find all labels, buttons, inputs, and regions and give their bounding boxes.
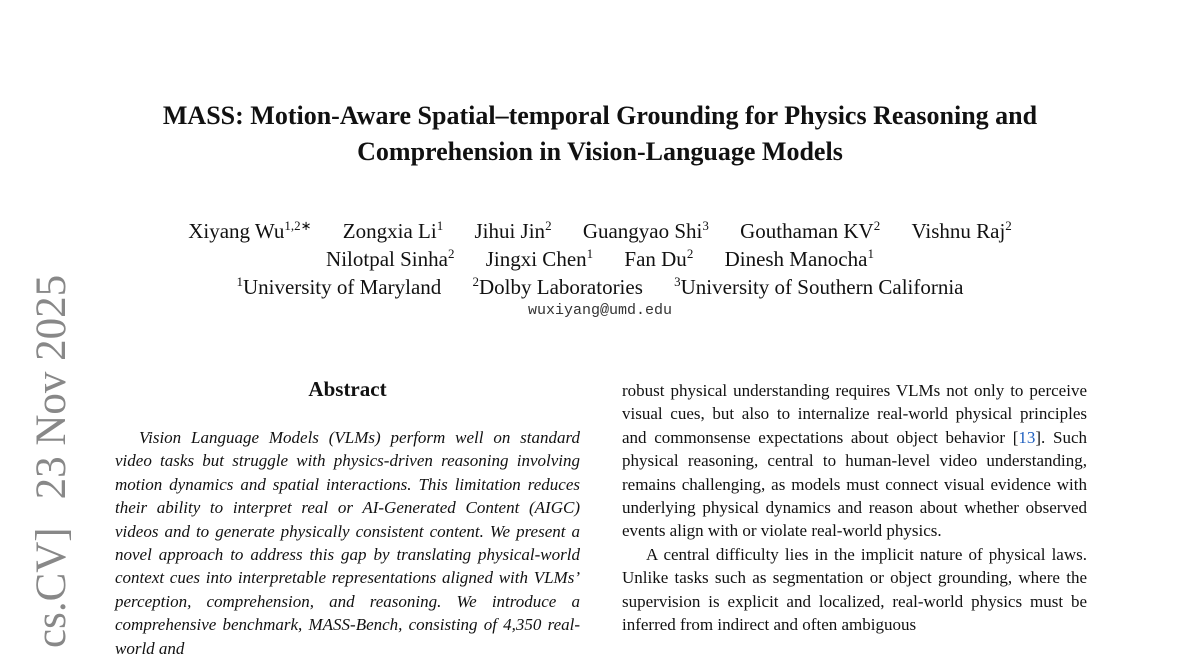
intro-paragraph-2: A central difficulty lies in the implicit nature of physical laws. Unlike tasks such as segmentation or object grounding, where the supervision is explicit and localized, real-world physics must be inferred from indirect and often ambiguous <box>622 544 1087 635</box>
intro-paragraph-1: robust physical understanding requires VLMs not only to perceive visual cues, but also to internalize real-world physical principles and commonsense expectations about object behavior [13]. Such physical reasoning, central to human-level video understanding, remains challenging, as models must connect visual evidence with underlying physical dynamics and reason about whether observed events align with or violate real-world physics. <box>622 381 1087 541</box>
author: Nilotpal Sinha$^2$ <box>326 246 455 271</box>
paper-title-line-1: MASS: Motion-Aware Spatial–temporal Grounding for Physics Reasoning and <box>162 101 1038 130</box>
author: Fan Du$^2$ <box>624 246 694 271</box>
affiliation: $^2$Dolby Laboratories <box>472 274 643 299</box>
author: Jingxi Chen$^1$ <box>485 246 594 271</box>
abstract-heading: Abstract <box>308 377 387 401</box>
paper-title-line-2: Comprehension in Vision-Language Models <box>357 137 843 166</box>
contact-email: wuxiyang@umd.edu <box>527 302 673 319</box>
author: Xiyang $Wu^{1,2∗}$ <box>188 218 312 243</box>
paper-title <box>0 98 1200 170</box>
affiliation: $^3$University of Southern California <box>674 274 964 299</box>
arxiv-sidebar-stamp <box>30 247 74 648</box>
author: Guangyao Shi$^3$ <box>582 218 709 243</box>
abstract-body <box>115 426 580 660</box>
abstract-paragraph: Vision Language Models (VLMs) perform well on standard video tasks but struggle with physics-driven reasoning involving motion dynamics and spatial interactions. This limitation reduces their ability to interpret real or AI-Generated Content (AIGC) videos and to generate physically consistent content. We present a novel approach to address this gap by translating physical-world context cues into interpretable representations aligned with VLMs’ perception, comprehension, and reasoning. We introduce a comprehensive benchmark, MASS-Bench, consisting of 4,350 real-world and <box>115 428 580 658</box>
arxiv-date: 23 Nov 2025 <box>28 274 75 500</box>
arxiv-category: cs.CV] <box>28 527 75 648</box>
author: Zongxia Li$^1$ <box>342 218 444 243</box>
author: Vishnu Raj$^2$ <box>911 218 1012 243</box>
affiliation-list <box>0 268 1200 301</box>
author: Gouthaman $KV^2$ <box>740 218 881 243</box>
citation-link[interactable]: 13 <box>1018 427 1036 447</box>
affiliation: $^1$University of Maryland <box>236 274 442 299</box>
author: Jihui Jin$^2$ <box>474 218 552 243</box>
author: Dinesh Manocha$^1$ <box>724 246 874 271</box>
intro-column <box>622 379 1087 636</box>
